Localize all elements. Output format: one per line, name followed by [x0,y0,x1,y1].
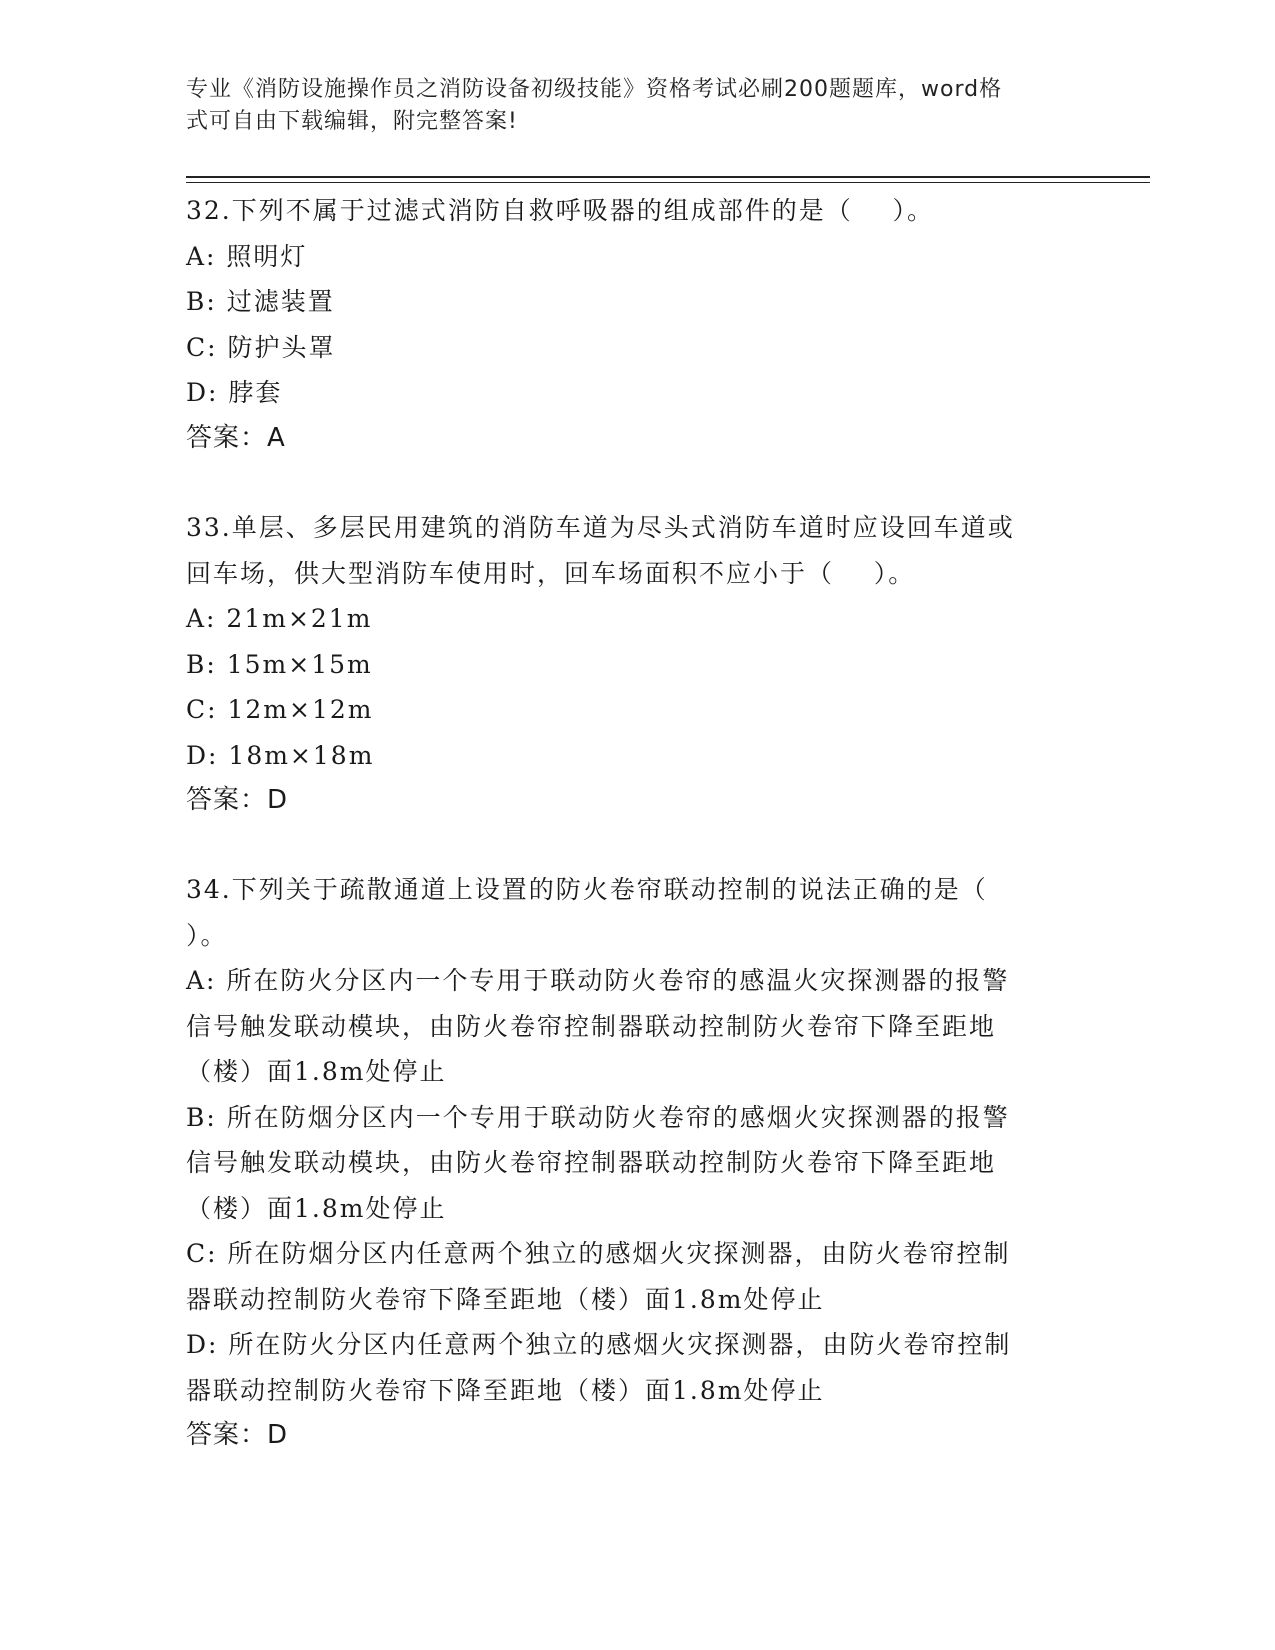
option-c: C: 所在防烟分区内任意两个独立的感烟火灾探测器，由防火卷帘控制 [186,1239,1011,1268]
question-stem: 34.下列关于疏散通道上设置的防火卷帘联动控制的说法正确的是（ [186,875,988,904]
document-header [186,74,1066,138]
option-a: A: 照明灯 [186,241,308,271]
header-divider-thin [186,182,1150,183]
answer: 答案：D [186,785,289,815]
option-a: 信号触发联动模块，由防火卷帘控制器联动控制防火卷帘下降至距地 [186,1011,997,1041]
option-a: A: 所在防火分区内一个专用于联动防火卷帘的感温火灾探测器的报警 [186,966,1010,995]
answer: 答案：D [186,1420,289,1450]
question-33 [186,505,1066,824]
option-d: D: 18m×18m [186,740,375,770]
option-b: （楼）面1.8m处停止 [186,1193,447,1223]
answer: 答案：A [186,422,286,453]
option-c: 器联动控制防火卷帘下降至距地（楼）面1.8m处停止 [186,1284,825,1314]
question-stem: 33.单层、多层民用建筑的消防车道为尽头式消防车道时应设回车道或 [186,513,1015,542]
option-c: C: 12m×12m [186,695,374,724]
question-stem: 回车场，供大型消防车使用时，回车场面积不应小于（ ）。 [186,558,916,588]
option-d: D: 所在防火分区内任意两个独立的感烟火灾探测器，由防火卷帘控制 [186,1330,1012,1359]
header-divider [186,176,1150,178]
question-34 [186,867,1066,1459]
option-d: D: 脖套 [186,378,283,407]
option-c: C: 防护头罩 [186,332,336,362]
option-b: B: 所在防烟分区内一个专用于联动防火卷帘的感烟火灾探测器的报警 [186,1102,1010,1132]
option-d: 器联动控制防火卷帘下降至距地（楼）面1.8m处停止 [186,1375,825,1405]
option-a: （楼）面1.8m处停止 [186,1057,447,1086]
option-b: 信号触发联动模块，由防火卷帘控制器联动控制防火卷帘下降至距地 [186,1148,997,1177]
question-32 [186,188,1066,461]
question-stem: 32.下列不属于过滤式消防自救呼吸器的组成部件的是（ ）。 [186,196,935,225]
option-b: B: 过滤装置 [186,287,335,316]
header-line: 专业《消防设施操作员之消防设备初级技能》资格考试必刷200题题库，word格 [186,77,1003,102]
option-a: A: 21m×21m [186,604,373,633]
question-stem: ）。 [186,920,228,950]
header-line: 式可自由下载编辑，附完整答案! [186,109,518,134]
option-b: B: 15m×15m [186,649,373,679]
